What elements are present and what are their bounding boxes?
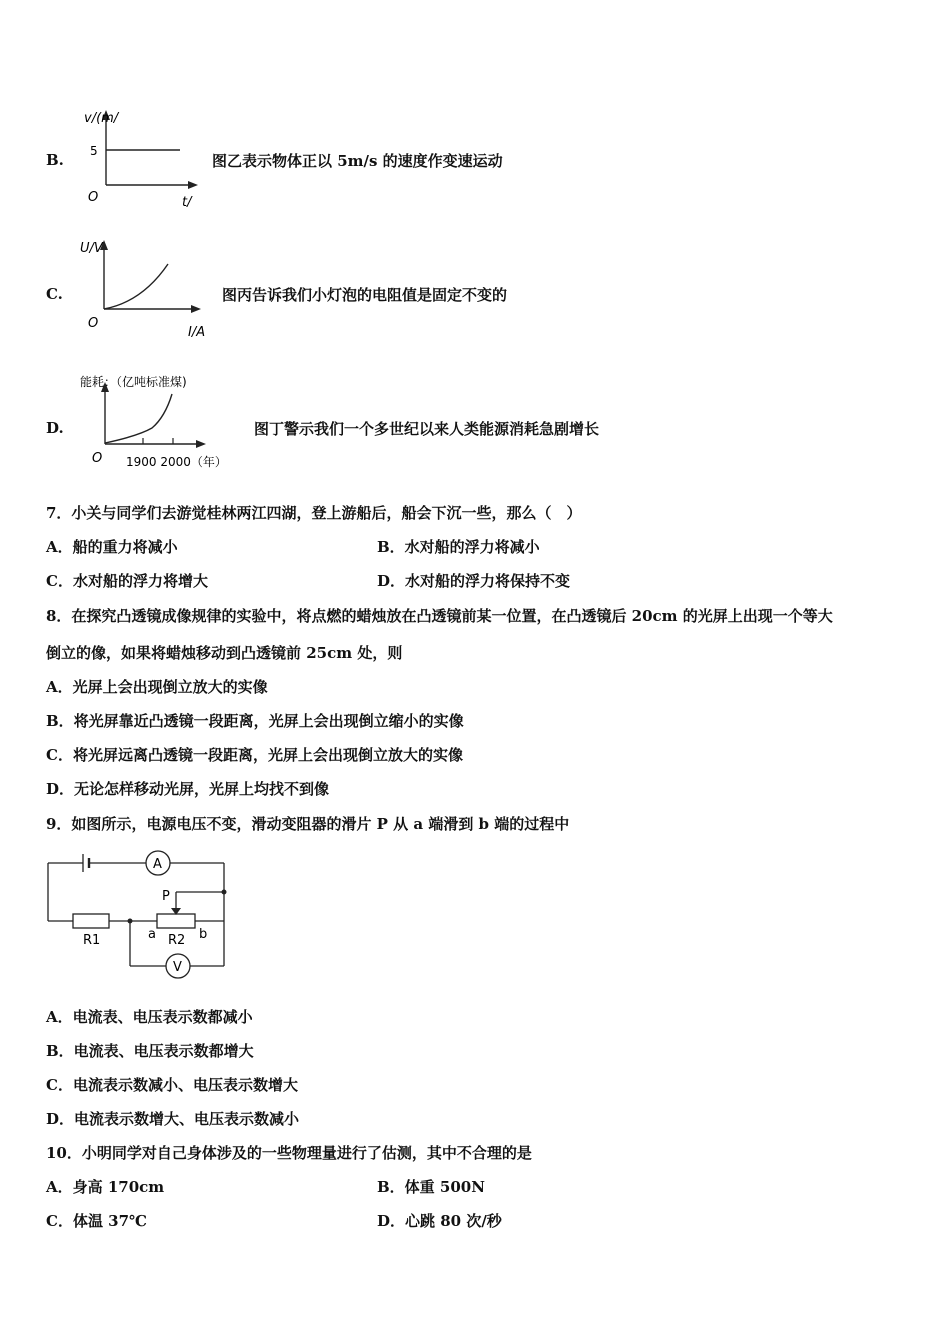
r1-label: R1 [83,933,101,948]
graph-origin: O [88,316,99,331]
graph-x-label: I/A [188,325,206,340]
q8-option-c[interactable]: C．将光屏远离凸透镜一段距离，光屏上会出现倒立放大的实像 [46,746,463,764]
end-b-label: b [199,927,208,942]
option-d-text: 图丁警示我们一个多世纪以来人类能源消耗急剧增长 [254,420,600,438]
q10-option-c[interactable]: C．体温 37℃ [46,1212,148,1230]
q10-option-d[interactable]: D．心跳 80 次/秒 [377,1212,502,1230]
q10-option-a[interactable]: A．身高 170cm [46,1178,165,1196]
option-b-text: 图乙表示物体正以 5m/s 的速度作变速运动 [212,152,503,170]
graph-x-label: t/ [182,195,192,210]
q7-option-d[interactable]: D．水对船的浮力将保持不变 [377,572,571,590]
question-8-stem-line1: 8．在探究凸透镜成像规律的实验中，将点燃的蜡烛放在凸透镜前某一位置，在凸透镜后 20cm 的光屏上出现一个等大 [46,607,833,625]
question-10-stem: 10．小明同学对自己身体涉及的一些物理量进行了估测，其中不合理的是 [46,1144,532,1162]
velocity-time-graph [80,108,210,213]
slider-label: P [162,889,170,904]
option-letter-c: C. [46,285,63,303]
energy-consumption-graph [80,372,250,477]
option-letter-d: D. [46,419,64,437]
option-c-text: 图丙告诉我们小灯泡的电阻值是固定不变的 [222,286,508,304]
option-letter-b: B. [46,151,64,169]
q9-option-a[interactable]: A．电流表、电压表示数都减小 [46,1008,253,1026]
q7-option-b[interactable]: B．水对船的浮力将减小 [377,538,540,556]
graph-x-ticks: 1900 2000（年） [126,455,227,469]
graph-origin: O [88,190,99,205]
r2-label: R2 [168,933,186,948]
q9-option-d[interactable]: D．电流表示数增大、电压表示数减小 [46,1110,300,1128]
circuit-diagram [40,848,240,983]
question-9-stem: 9．如图所示，电源电压不变，滑动变阻器的滑片 P 从 a 端滑到 b 端的过程中 [46,815,570,833]
question-8-stem-line2: 倒立的像，如果将蜡烛移动到凸透镜前 25cm 处，则 [46,644,403,662]
q8-option-b[interactable]: B．将光屏靠近凸透镜一段距离，光屏上会出现倒立缩小的实像 [46,712,464,730]
voltmeter-label: V [173,960,182,975]
q8-option-d[interactable]: D．无论怎样移动光屏，光屏上均找不到像 [46,780,330,798]
graph-y-label: U/V [80,241,103,256]
q9-option-c[interactable]: C．电流表示数减小、电压表示数增大 [46,1076,298,1094]
graph-origin: O [92,451,103,466]
q7-option-c[interactable]: C．水对船的浮力将增大 [46,572,208,590]
q9-option-b[interactable]: B．电流表、电压表示数都增大 [46,1042,254,1060]
graph-y-tick: 5 [90,144,98,158]
q7-option-a[interactable]: A．船的重力将减小 [46,538,178,556]
question-7-stem: 7．小关与同学们去游觉桂林两江四湖，登上游船后，船会下沉一些，那么（ ） [46,504,582,522]
graph-y-label: 能耗：（亿吨标准煤) [80,375,187,389]
q8-option-a[interactable]: A．光屏上会出现倒立放大的实像 [46,678,268,696]
ammeter-label: A [153,857,162,872]
graph-y-label: v/(m/ [84,111,119,126]
voltage-current-graph [80,236,225,341]
q10-option-b[interactable]: B．体重 500N [377,1178,485,1196]
end-a-label: a [148,927,156,942]
